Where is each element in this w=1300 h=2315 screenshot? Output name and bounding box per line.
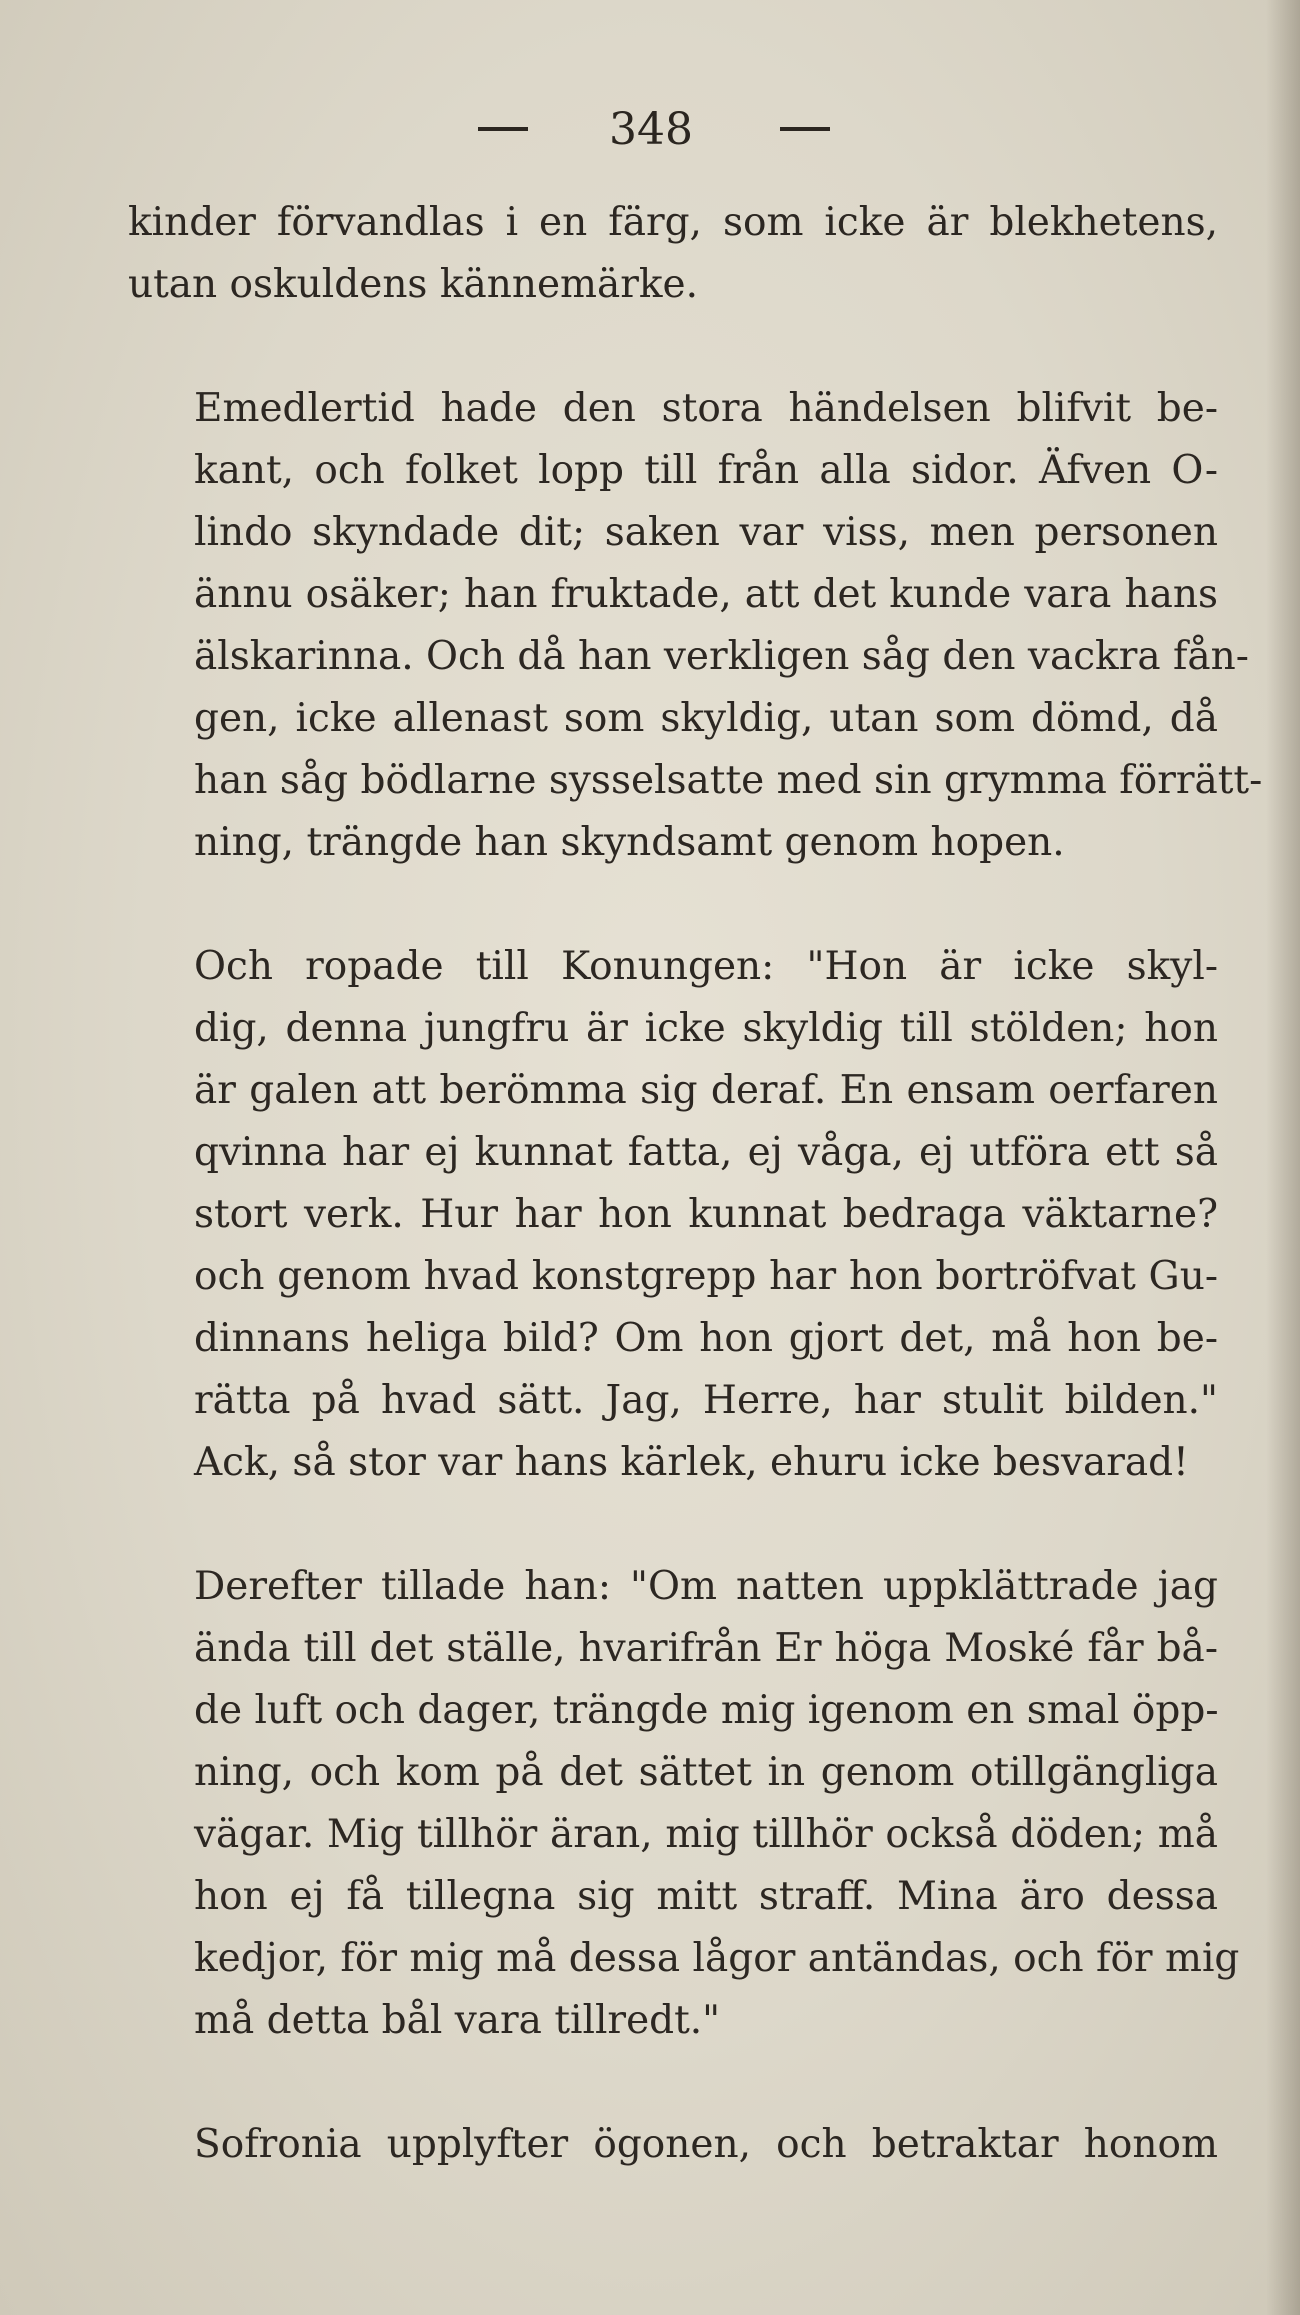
header-dash-right bbox=[780, 127, 830, 131]
text-line: Emedlertid hade den stora händelsen blifvit be- bbox=[194, 386, 1218, 431]
text-line: Och ropade till Konungen: "Hon är icke skyl- bbox=[194, 944, 1218, 989]
text-line: han såg bödlarne sysselsatte med sin grymma förrätt- bbox=[194, 758, 1263, 803]
body-text bbox=[128, 192, 1263, 2176]
text-line: dinnans heliga bild? Om hon gjort det, må hon be- bbox=[194, 1316, 1218, 1361]
paragraph-1 bbox=[128, 192, 1218, 316]
text-line: vägar. Mig tillhör äran, mig tillhör också döden; må bbox=[194, 1812, 1218, 1857]
text-line: ända till det ställe, hvarifrån Er höga Moské får bå- bbox=[194, 1626, 1218, 1671]
page-number: 348 bbox=[609, 104, 693, 155]
paragraph-3 bbox=[128, 936, 1218, 1494]
text-line: kant, och folket lopp till från alla sidor. Äfven O- bbox=[194, 448, 1218, 493]
text-line: hon ej få tillegna sig mitt straff. Mina äro dessa bbox=[194, 1874, 1218, 1919]
text-line: må detta bål vara tillredt." bbox=[194, 1998, 721, 2043]
text-line: ännu osäker; han fruktade, att det kunde vara hans bbox=[194, 572, 1218, 617]
paragraph-2 bbox=[128, 378, 1263, 874]
paragraph-5 bbox=[128, 2114, 1218, 2176]
text-line: Ack, så stor var hans kärlek, ehuru icke besvarad! bbox=[194, 1440, 1189, 1485]
text-line: kedjor, för mig må dessa lågor antändas, och för mig bbox=[194, 1936, 1240, 1981]
text-line: lindo skyndade dit; saken var viss, men personen bbox=[194, 510, 1218, 555]
text-line: gen, icke allenast som skyldig, utan som dömd, då bbox=[194, 696, 1218, 741]
header-dash-left bbox=[478, 127, 528, 131]
text-line: ning, och kom på det sättet in genom otillgängliga bbox=[194, 1750, 1218, 1795]
page-header bbox=[0, 100, 1300, 160]
text-line: och genom hvad konstgrepp har hon bortröfvat Gu- bbox=[194, 1254, 1218, 1299]
text-line: älskarinna. Och då han verkligen såg den vackra fån- bbox=[194, 634, 1249, 679]
text-line: Sofronia upplyfter ögonen, och betraktar honom bbox=[194, 2122, 1218, 2167]
text-line: qvinna har ej kunnat fatta, ej våga, ej utföra ett så bbox=[194, 1130, 1218, 1175]
text-line: är galen att berömma sig deraf. En ensam oerfaren bbox=[194, 1068, 1218, 1113]
text-line: ning, trängde han skyndsamt genom hopen. bbox=[194, 820, 1065, 865]
text-line: kinder förvandlas i en färg, som icke är blekhetens, bbox=[128, 200, 1218, 245]
text-line: rätta på hvad sätt. Jag, Herre, har stulit bilden." bbox=[194, 1378, 1218, 1423]
paragraph-4 bbox=[128, 1556, 1240, 2052]
text-line: dig, denna jungfru är icke skyldig till stölden; hon bbox=[194, 1006, 1218, 1051]
text-line: stort verk. Hur har hon kunnat bedraga väktarne? bbox=[194, 1192, 1218, 1237]
text-line: Derefter tillade han: "Om natten uppklättrade jag bbox=[194, 1564, 1218, 1609]
text-line: utan oskuldens kännemärke. bbox=[128, 262, 699, 307]
text-line: de luft och dager, trängde mig igenom en smal öpp- bbox=[194, 1688, 1219, 1733]
